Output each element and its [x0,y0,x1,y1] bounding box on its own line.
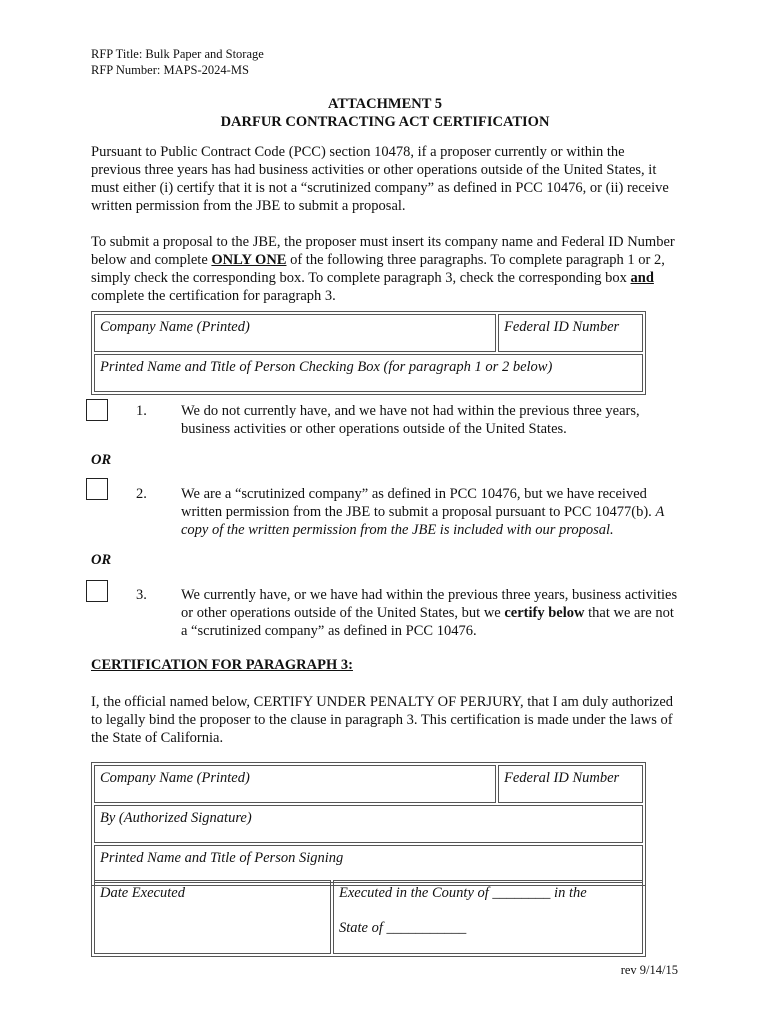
cert-federal-id-field[interactable]: Federal ID Number [498,765,643,803]
rfp-title: RFP Title: Bulk Paper and Storage [91,47,264,61]
item-3-text [181,586,681,640]
or-label-1: OR [91,452,112,468]
date-executed-field[interactable]: Date Executed [94,880,331,954]
printed-name-signer-field[interactable]: Printed Name and Title of Person Signing [94,845,643,883]
printed-name-checker-field[interactable]: Printed Name and Title of Person Checking Box (for paragraph 1 or 2 below) [94,354,643,392]
rfp-number: RFP Number: MAPS-2024-MS [91,63,249,77]
state-line: State of ___________ [339,920,467,936]
item-1-number: 1. [136,403,147,419]
intro-paragraph-1: Pursuant to Public Contract Code (PCC) section 10478, if a proposer currently or within the previous three years has had business activities or other operations outside of the United States, it must either (i) certify that it is not a “scrutinized company” as defined in PCC 10476, or (ii) receive written permission from the JBE to submit a proposal. [91,144,669,214]
company-name-field[interactable]: Company Name (Printed) [94,314,496,352]
document-title: DARFUR CONTRACTING ACT CERTIFICATION [220,114,550,130]
paragraph-3-checkbox[interactable] [86,580,108,602]
item-3-text-a: We currently have, or we have had within the previous three years, business activities or other operations outside of the United States, but we [181,587,678,621]
intro-p2-text-b: of the following three paragraphs. To complete paragraph 1 or 2, simply check the corresponding box. To complete paragraph 3, check the corresponding box [91,252,665,286]
paragraph-1-checkbox[interactable] [86,399,108,421]
paragraph-2-checkbox[interactable] [86,478,108,500]
revision-date: rev 9/14/15 [620,963,678,977]
item-1-text: We do not currently have, and we have not had within the previous three years, business activities or other operations outside of the United States. [181,403,640,437]
item-2-body: We are a “scrutinized company” as defined in PCC 10476, but we have received written permission from the JBE to submit a proposal pursuant to PCC 10477(b). [181,486,652,520]
item-3-text-b: that we are not a “scrutinized company” as defined in PCC 10476. [181,605,674,639]
county-state-field[interactable] [333,880,643,954]
item-2-note: A copy of the written permission from the JBE is included with our proposal. [181,504,665,538]
proposer-info-form [91,311,646,395]
cert-company-name-field[interactable]: Company Name (Printed) [94,765,496,803]
county-line: Executed in the County of ________ in the [339,885,587,901]
authorized-signature-field[interactable]: By (Authorized Signature) [94,805,643,843]
and-emphasis: and [630,270,654,286]
item-3-number: 3. [136,587,147,603]
item-2-number: 2. [136,486,147,502]
intro-p2-text-a: To submit a proposal to the JBE, the proposer must insert its company name and Federal ID Number below and complete [91,234,675,268]
intro-paragraph-2 [91,233,676,305]
certification-form [91,762,646,886]
certification-heading: CERTIFICATION FOR PARAGRAPH 3: [91,657,353,673]
certify-below-emphasis: certify below [504,605,585,621]
federal-id-field[interactable]: Federal ID Number [498,314,643,352]
execution-form [91,878,646,957]
intro-p2-text-c: complete the certification for paragraph 3. [91,288,336,304]
attachment-title: ATTACHMENT 5 [328,96,442,112]
only-one-emphasis: ONLY ONE [211,252,287,268]
item-2-text [181,485,681,539]
certification-text: I, the official named below, CERTIFY UNDER PENALTY OF PERJURY, that I am duly authorized to legally bind the proposer to the clause in paragraph 3. This certification is made under the laws of the State of California. [91,694,674,746]
or-label-2: OR [91,552,112,568]
